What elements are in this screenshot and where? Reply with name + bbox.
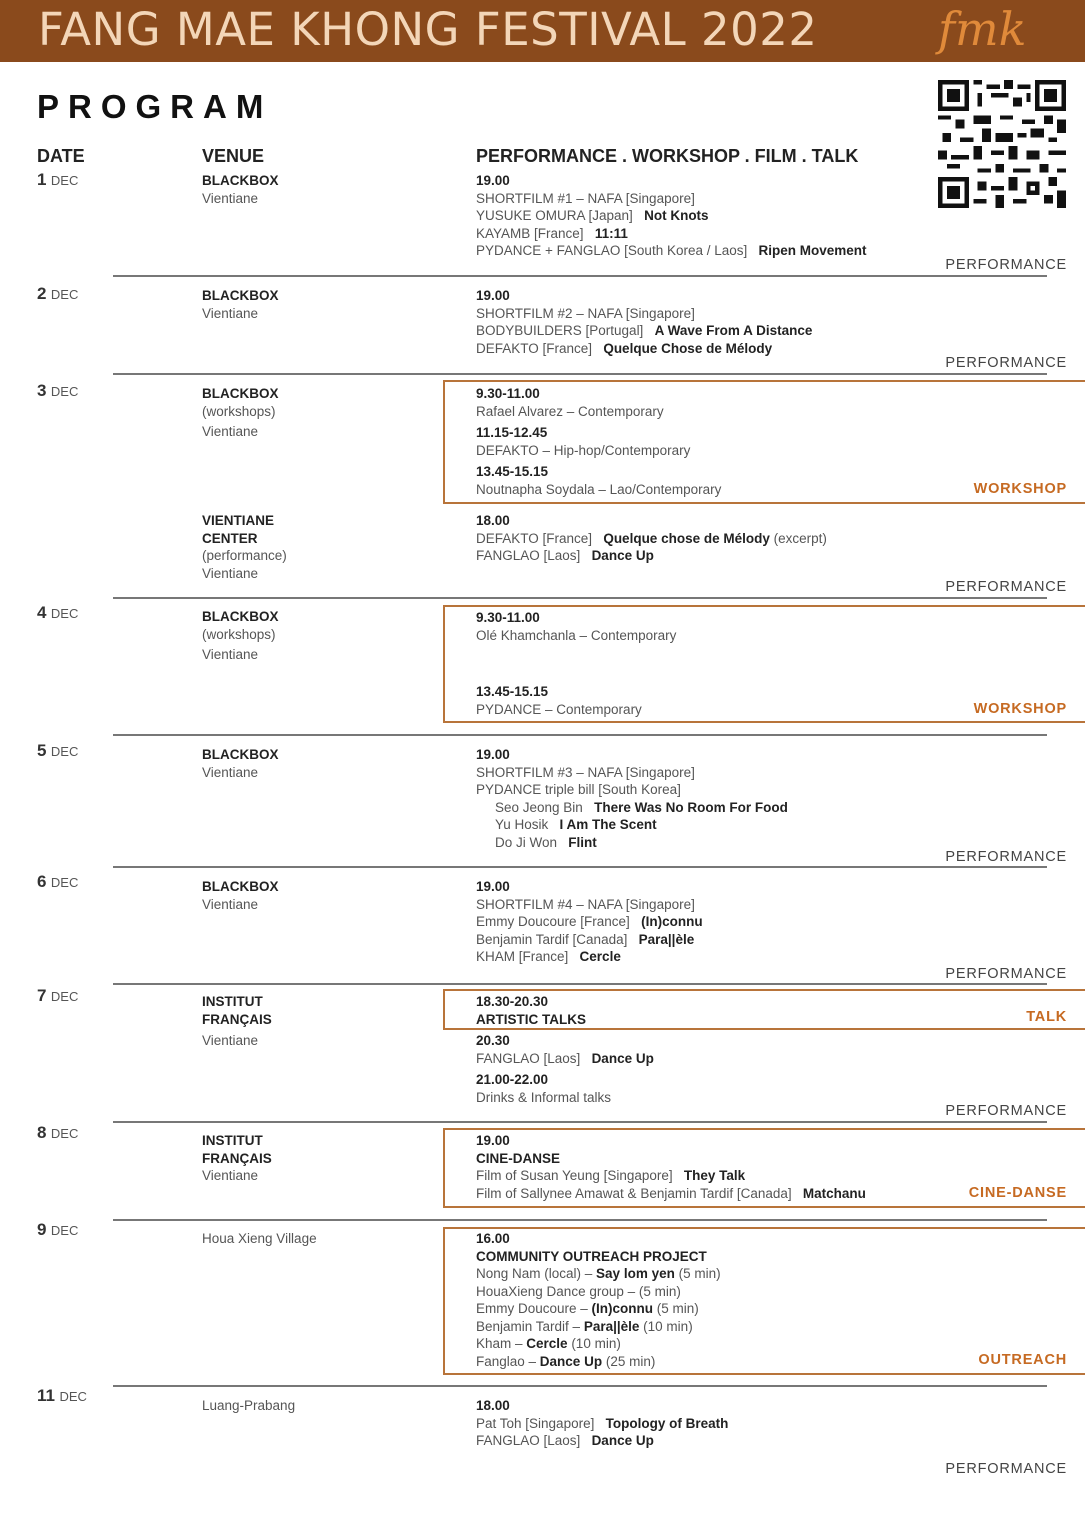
divider [113,1219,1047,1221]
date-9-dec: 9 DEC [37,1220,79,1239]
venue-day-7: INSTITUT FRANÇAIS Vientiane [202,994,272,1048]
date-6-dec: 6 DEC [37,872,79,891]
category-label: PERFORMANCE [945,355,1067,371]
events-day-8: 19.00 CINE-DANSE Film of Susan Yeung [Singapore] They Talk Film of Sallynee Amawat & Benjamin Tardif [Canada] Matchanu [476,1133,866,1201]
category-label-workshop: WORKSHOP [973,481,1067,497]
venue-day-8: INSTITUT FRANÇAIS Vientiane [202,1133,272,1183]
category-label-cine-danse: CINE-DANSE [968,1185,1067,1201]
category-label-talk: TALK [1026,1009,1067,1025]
date-2-dec: 2 DEC [37,284,79,303]
workshops-day-3: 9.30-11.00 Rafael Alvarez – Contemporary 11.15-12.45 DEFAKTO – Hip-hop/Contemporary 13.45-15.15 Noutnapha Soydala – Lao/Contemporary [476,386,722,497]
talk-day-7: 18.30-20.30 ARTISTIC TALKS [476,994,586,1027]
category-label: PERFORMANCE [945,579,1067,595]
divider [113,597,1047,599]
events-day-1: 19.00 SHORTFILM #1 – NAFA [Singapore] YUSUKE OMURA [Japan] Not Knots KAYAMB [France] 11:11 PYDANCE + FANGLAO [South Korea / Laos] Ripen Movement [476,173,867,258]
date-11-dec: 11 DEC [37,1386,87,1405]
date-8-dec: 8 DEC [37,1123,79,1142]
venue-day-3-performance: VIENTIANE CENTER (performance) Vientiane [202,513,287,581]
divider [113,373,1047,375]
column-header-events: PERFORMANCE . WORKSHOP . FILM . TALK [476,146,859,166]
divider [113,734,1047,736]
events-day-5: 19.00 SHORTFILM #3 – NAFA [Singapore] PYDANCE triple bill [South Korea] Seo Jeong Bin There Was No Room For Food Yu Hosik I Am The Scent Do Ji Won Flint [476,747,788,850]
column-header-date: DATE [37,146,85,166]
date-5-dec: 5 DEC [37,741,79,760]
date-3-dec: 3 DEC [37,381,79,400]
category-label: PERFORMANCE [945,257,1067,273]
festival-header [0,0,1085,62]
venue-day-2: BLACKBOX Vientiane [202,288,279,321]
venue-day-6: BLACKBOX Vientiane [202,879,279,912]
category-label: PERFORMANCE [945,1103,1067,1119]
divider [113,275,1047,277]
divider [113,983,1047,985]
date-4-dec: 4 DEC [37,603,79,622]
events-day-3-evening: 18.00 DEFAKTO [France] Quelque chose de Mélody (excerpt) FANGLAO [Laos] Dance Up [476,513,827,563]
date-7-dec: 7 DEC [37,986,79,1005]
divider [113,1121,1047,1123]
category-label-workshop: WORKSHOP [973,701,1067,717]
events-day-2: 19.00 SHORTFILM #2 – NAFA [Singapore] BODYBUILDERS [Portugal] A Wave From A Distance DEFAKTO [France] Quelque Chose de Mélody [476,288,813,356]
date-1-dec: 1 DEC [37,170,79,189]
workshops-day-4-afternoon: 13.45-15.15 PYDANCE – Contemporary [476,684,642,717]
venue-day-9: Houa Xieng Village [202,1231,317,1246]
events-day-7: 20.30 FANGLAO [Laos] Dance Up 21.00-22.00 Drinks & Informal talks [476,1033,654,1105]
venue-day-11: Luang-Prabang [202,1398,296,1413]
category-label: PERFORMANCE [945,1461,1067,1477]
events-day-11: 18.00 Pat Toh [Singapore] Topology of Breath FANGLAO [Laos] Dance Up [476,1398,729,1448]
category-label: PERFORMANCE [945,966,1067,982]
program-title: PROGRAM [37,88,273,125]
venue-day-4: BLACKBOX (workshops) Vientiane [202,609,279,662]
festival-title: FANG MAE KHONG FESTIVAL 2022 [38,3,818,56]
venue-day-1: BLACKBOX Vientiane [202,173,279,206]
venue-day-5: BLACKBOX Vientiane [202,747,279,780]
workshops-day-4: 9.30-11.00 Olé Khamchanla – Contemporary [476,610,677,643]
category-label: PERFORMANCE [945,849,1067,865]
column-header-venue: VENUE [202,146,265,166]
category-label-outreach: OUTREACH [978,1352,1067,1368]
divider [113,866,1047,868]
venue-day-3-workshops: BLACKBOX (workshops) Vientiane [202,386,279,439]
events-day-6: 19.00 SHORTFILM #4 – NAFA [Singapore] Emmy Doucoure [France] (In)connu Benjamin Tardif [Canada] Para||èle KHAM [France] Cercle [476,879,703,964]
events-day-9: 16.00 COMMUNITY OUTREACH PROJECT Nong Nam (local) – Say lom yen (5 min) HouaXieng Dance group – (5 min) Emmy Doucoure – (In)connu (5 min) Benjamin Tardif – Para||èle (10 min) Kham – Cercle (10 min) Fanglao – Dance Up (25 min) [476,1231,721,1369]
fmk-logo: fmk [938,2,1027,56]
divider [113,1385,1047,1387]
qr-code-icon[interactable] [938,80,1066,208]
